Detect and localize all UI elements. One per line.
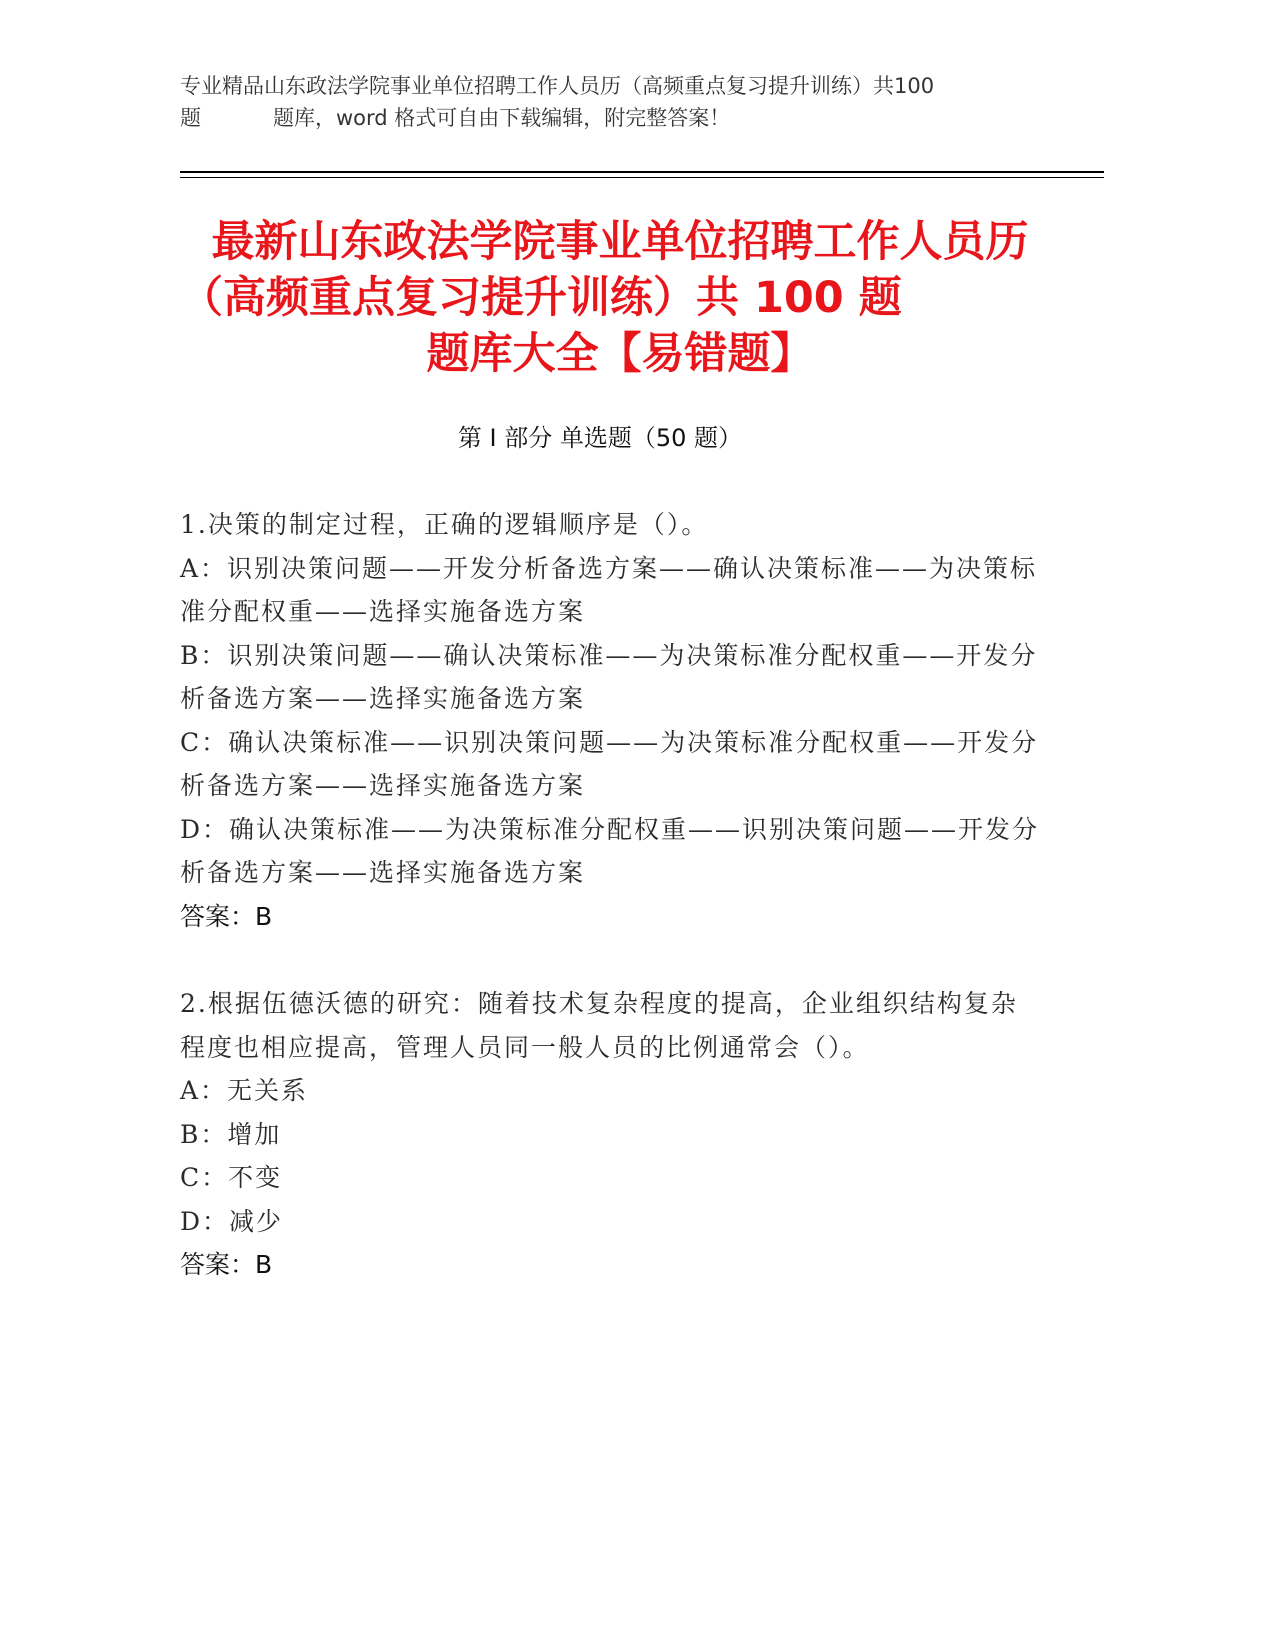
header-divider-thick	[180, 171, 1104, 173]
header-line-2	[180, 102, 1040, 134]
header-line-2-text: 题库，word 格式可自由下载编辑，附完整答案！	[273, 106, 731, 130]
question-block	[180, 503, 1040, 938]
question-stem: 2.根据伍德沃德的研究：随着技术复杂程度的提高，企业组织结构复杂程度也相应提高，管理人员同一般人员的比例通常会（）。	[180, 989, 1018, 1062]
answer-line: 答案：B	[180, 901, 273, 931]
header-divider-thin	[180, 177, 1104, 178]
option-b: B：增加	[180, 1119, 282, 1149]
document-header	[180, 70, 1040, 134]
question-stem: 1.决策的制定过程，正确的逻辑顺序是（）。	[180, 510, 709, 539]
title-line-1: 最新山东政法学院事业单位招聘工作人员历	[211, 217, 1029, 267]
question-block	[180, 982, 1040, 1287]
option-d: D：确认决策标准——为决策标准分配权重——识别决策问题——开发分析备选方案——选择实施备选方案	[180, 814, 1040, 887]
header-gap	[201, 102, 273, 134]
option-c: C：确认决策标准——识别决策问题——为决策标准分配权重——开发分析备选方案——选择实施备选方案	[180, 727, 1039, 800]
title-line-2: （高频重点复习提升训练）共 100 题	[180, 273, 902, 323]
option-d: D：减少	[180, 1206, 284, 1236]
title-line-3: 题库大全【易错题】	[426, 329, 814, 379]
option-a: A：无关系	[180, 1076, 309, 1105]
section-heading: 第 I 部分 单选题（50 题）	[457, 424, 743, 452]
option-b: B：识别决策问题——确认决策标准——为决策标准分配权重——开发分析备选方案——选择实施备选方案	[180, 640, 1038, 713]
document-title	[150, 214, 1090, 382]
option-a: A：识别决策问题——开发分析备选方案——确认决策标准——为决策标准分配权重——选择实施备选方案	[180, 553, 1038, 626]
answer-line: 答案：B	[180, 1250, 273, 1279]
option-c: C：不变	[180, 1163, 283, 1192]
header-line-1: 专业精品山东政法学院事业单位招聘工作人员历（高频重点复习提升训练）共100	[180, 74, 935, 98]
header-line-2-prefix: 题	[180, 106, 201, 130]
